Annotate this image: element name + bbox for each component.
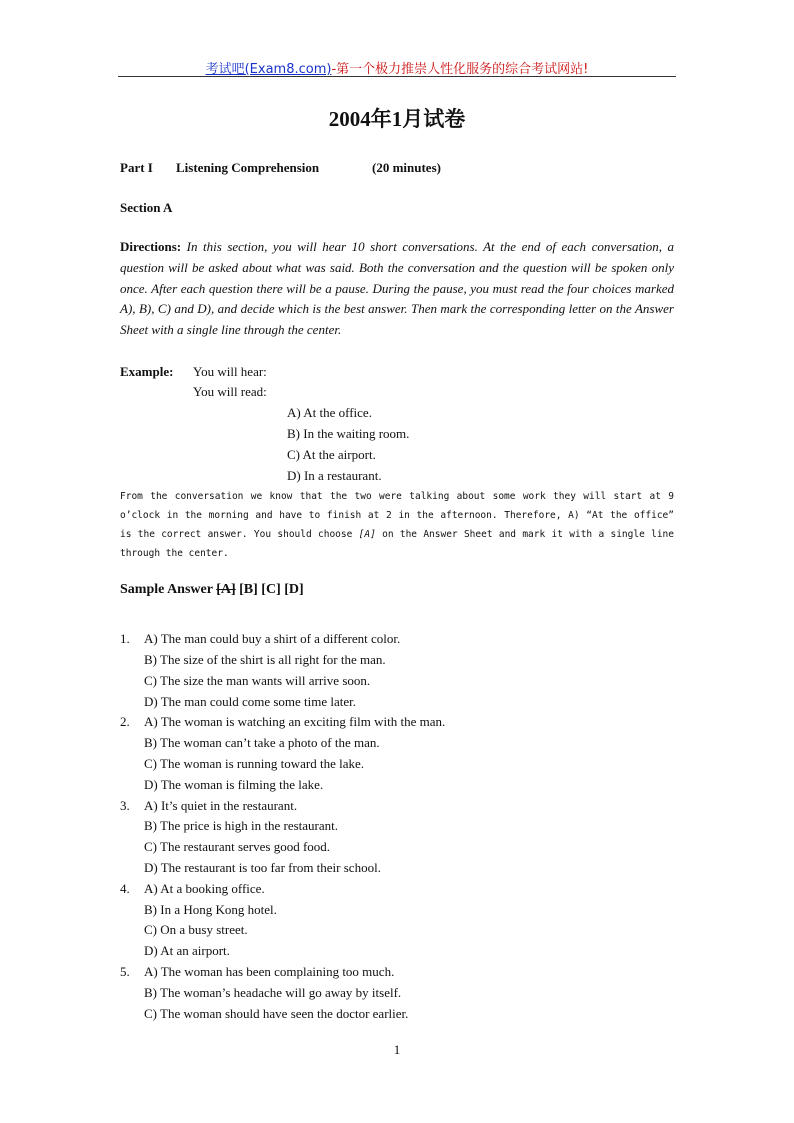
sample-answer-rest: [B] [C] [D] [239, 582, 304, 597]
header-rule [118, 76, 676, 77]
example-explanation [120, 487, 674, 563]
directions-paragraph [120, 237, 674, 341]
question-option: D) At an airport. [144, 943, 230, 958]
question-number: 1. [120, 631, 130, 646]
directions-text: In this section, you will hear 10 short conversations. At the end of each conversation, a question will be asked about what was said. Both the conversation and the question will be spoken only once. After each question there will be a pause. During the pause, you must read the four choices marked A), B), C) and D), and decide which is the best answer. Then mark the corresponding letter on the Answer Sheet with a single line through the center. [120, 239, 674, 338]
question-option: B) In a Hong Kong hotel. [144, 902, 277, 917]
example-option: C) At the airport. [287, 447, 376, 462]
example-option: A) At the office. [287, 405, 372, 420]
question-option: C) The size the man wants will arrive soon. [144, 673, 371, 688]
question-option: C) The woman should have seen the doctor earlier. [144, 1006, 409, 1021]
example-read: You will read: [193, 384, 267, 399]
question-option: C) On a busy street. [144, 922, 248, 937]
question-option: C) The woman is running toward the lake. [144, 756, 364, 771]
example-option: B) In the waiting room. [287, 426, 410, 441]
question-option: A) At a booking office. [144, 881, 265, 896]
site-tagline: -第一个极力推崇人性化服务的综合考试网站! [331, 62, 589, 77]
question-option: A) The woman has been complaining too much. [144, 964, 395, 979]
question-option: D) The woman is filming the lake. [144, 777, 324, 792]
question-option: B) The woman’s headache will go away by itself. [144, 985, 402, 1000]
directions-label: Directions: [120, 239, 182, 254]
question-option: B) The price is high in the restaurant. [144, 818, 338, 833]
question-option: D) The restaurant is too far from their school. [144, 860, 381, 875]
question-option: A) The man could buy a shirt of a different color. [144, 631, 401, 646]
question-number: 5. [120, 964, 130, 979]
part-name: Listening Comprehension [176, 160, 320, 175]
part-heading [120, 160, 441, 176]
question-option: A) The woman is watching an exciting film with the man. [144, 714, 446, 729]
sample-answer-label: Sample Answer [120, 582, 213, 597]
question-option: B) The woman can’t take a photo of the man. [144, 735, 380, 750]
explanation-answer: [A] [358, 529, 376, 540]
question-number: 2. [120, 714, 130, 729]
page-title: 2004年1月试卷 [328, 107, 466, 131]
section-heading: Section A [120, 200, 173, 215]
question-option: B) The size of the shirt is all right for the man. [144, 652, 386, 667]
example-option: D) In a restaurant. [287, 468, 382, 483]
question-number: 4. [120, 881, 130, 896]
site-link[interactable]: 考试吧(Exam8.com) [205, 62, 332, 77]
question-option: A) It’s quiet in the restaurant. [144, 798, 298, 813]
part-label: Part I [120, 160, 153, 175]
sample-answer [120, 582, 304, 598]
page-header [118, 58, 676, 77]
explanation-text-end: on the Answer Sheet and mark it with a single line through the center. [120, 529, 674, 559]
example-label: Example: [120, 364, 174, 379]
example-hear: You will hear: [193, 364, 267, 379]
sample-answer-marked: [A] [216, 582, 236, 597]
question-number: 3. [120, 798, 130, 813]
part-time: (20 minutes) [372, 160, 441, 175]
page-number: 1 [393, 1042, 401, 1057]
explanation-text: From the conversation we know that the two were talking about some work they will start at 9 o’clock in the morning and have to finish at 2 in the afternoon. Therefore, A) “At the office” is the correct answer. You should choose [120, 491, 674, 540]
question-option: C) The restaurant serves good food. [144, 839, 331, 854]
question-option: D) The man could come some time later. [144, 694, 357, 709]
